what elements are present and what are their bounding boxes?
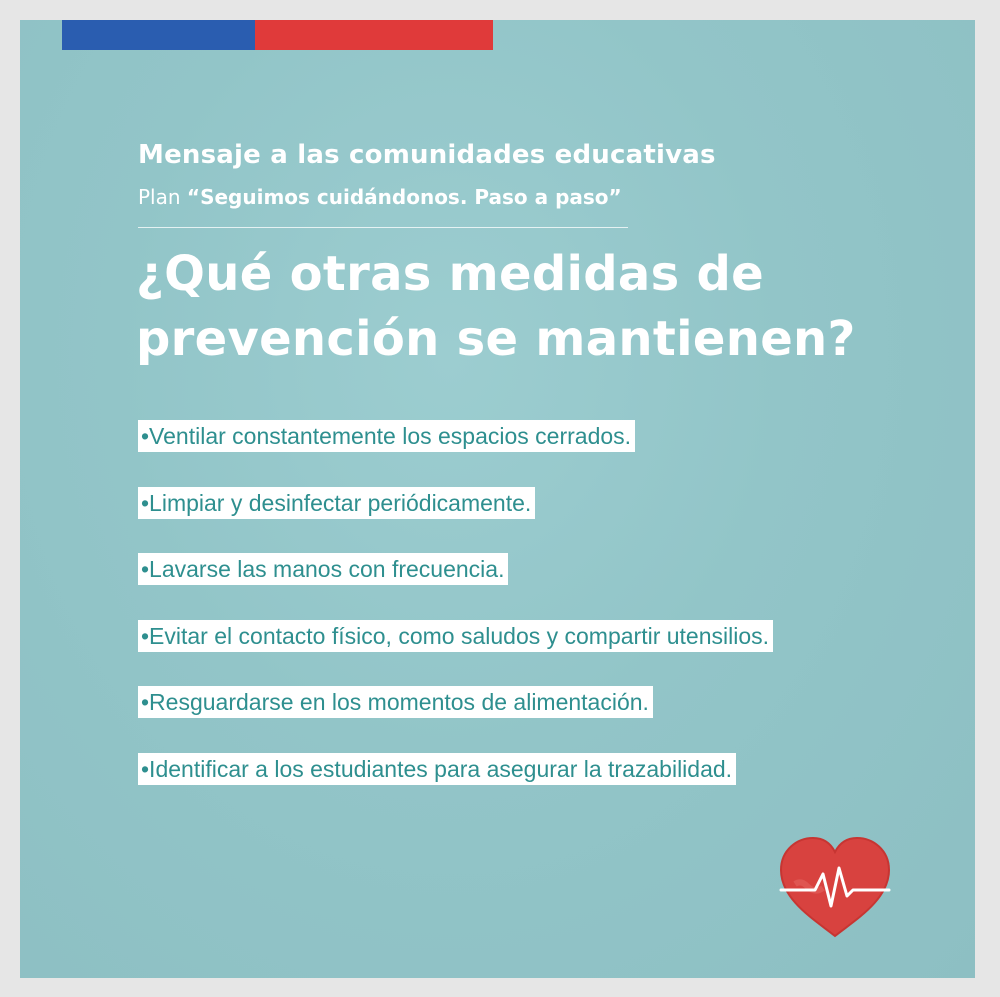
measure-item: •Identificar a los estudiantes para asegurar la trazabilidad. <box>138 753 736 785</box>
subtitle-prefix: Plan <box>138 185 181 209</box>
flag-stripe-blue <box>62 20 255 50</box>
measure-item: •Limpiar y desinfectar periódicamente. <box>138 487 535 519</box>
measure-item: •Ventilar constantemente los espacios cerrados. <box>138 420 635 452</box>
subtitle-quote: “Seguimos cuidándonos. Paso a paso” <box>186 185 622 209</box>
divider <box>138 227 628 228</box>
measure-item: •Lavarse las manos con frecuencia. <box>138 553 508 585</box>
measure-item: •Evitar el contacto físico, como saludos y compartir utensilios. <box>138 620 773 652</box>
measures-list <box>138 420 773 819</box>
flag-stripe-red <box>255 20 493 50</box>
poster <box>20 20 975 978</box>
header-title: Mensaje a las comunidades educativas <box>138 140 716 170</box>
heart-pulse-icon <box>775 832 895 942</box>
header-subtitle <box>138 185 622 209</box>
measure-item: •Resguardarse en los momentos de alimentación. <box>138 686 653 718</box>
headline: ¿Qué otras medidas de prevención se mantienen? <box>136 246 856 367</box>
